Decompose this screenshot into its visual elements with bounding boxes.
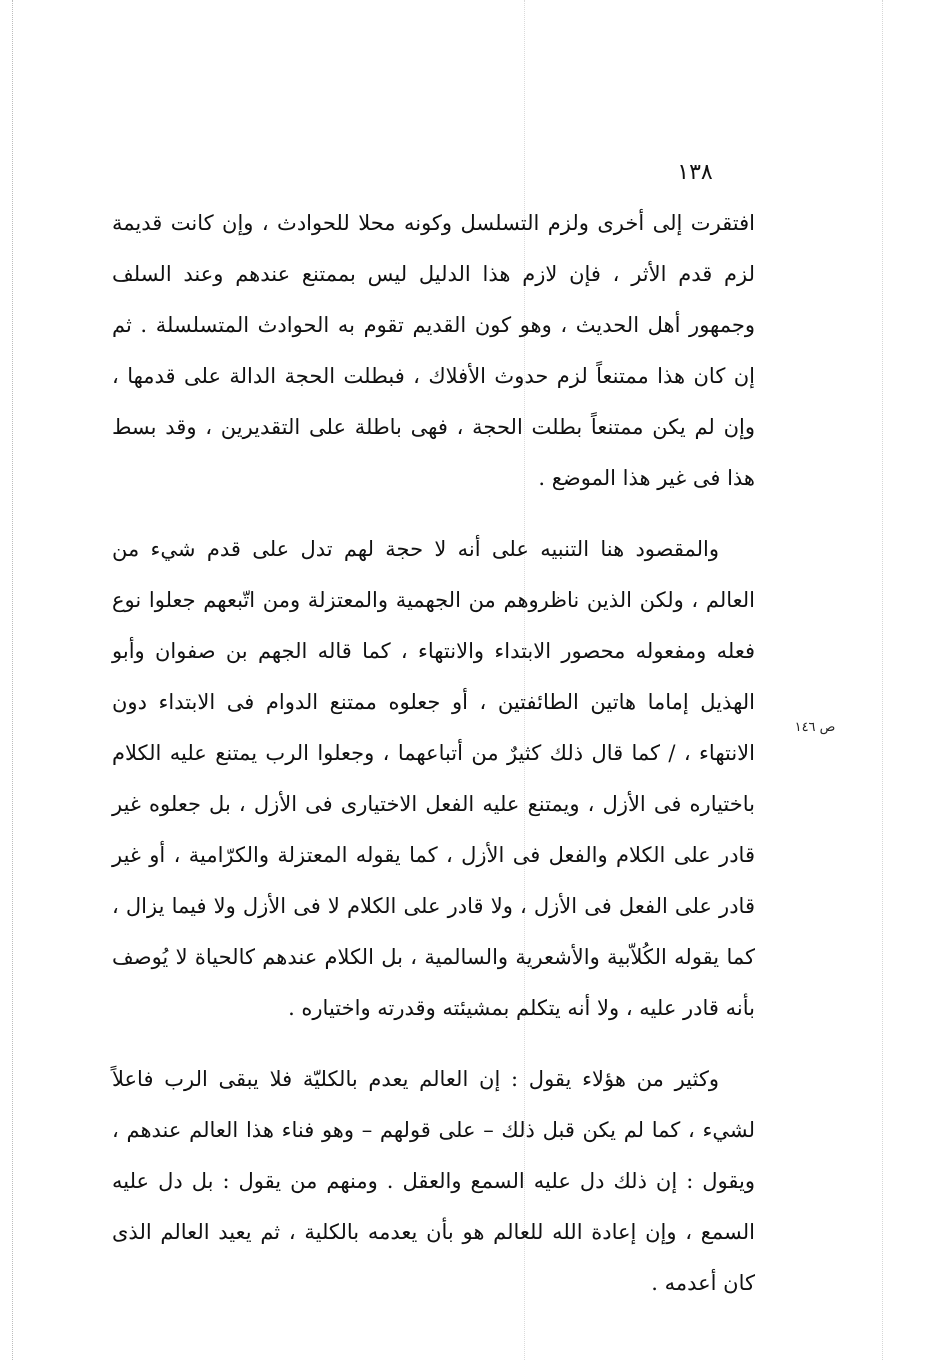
- paragraph-3: وكثير من هؤلاء يقول : إن العالم يعدم بالكليّة فلا يبقى الرب فاعلاً لشيء ، كما لم يكن قبل ذلك – على قولهم – وهو فناء هذا العالم عندهم ، ويقول : إن ذلك دل عليه السمع والعقل . ومنهم من يقول : بل دل عليه السمع ، وإن إعادة الله للعالم هو بأن يعدمه بالكلية ، ثم يعيد العالم الذى كان أعدمه .: [112, 1067, 755, 1295]
- page-number: ١٣٨: [677, 160, 713, 185]
- paragraph-2: والمقصود هنا التنبيه على أنه لا حجة لهم تدل على قدم شيء من العالم ، ولكن الذين ناظروهم من الجهمية والمعتزلة ومن اتّبعهم جعلوا نوع فعله ومفعوله محصور الابتداء والانتهاء ، كما قاله الجهم بن صفوان وأبو الهذيل إماما هاتين الطائفتين ، أو جعلوه ممتنع الدوام فى الابتداء دون الانتهاء ، / كما قال ذلك كثيرٌ من أتباعهما ، وجعلوا الرب يمتنع عليه الكلام باختياره فى الأزل ، ويمتنع عليه الفعل الاختيارى فى الأزل ، بل جعلوه غير قادر على الكلام والفعل فى الأزل ، كما يقوله المعتزلة والكرّامية ، أو غير قادر على الفعل فى الأزل ، ولا قادر على الكلام لا فى الأزل ولا فيما يزال ، كما يقوله الكُلاّبية والأشعرية والسالمية ، بل الكلام عندهم كالحياة لا يُوصف بأنه قادر عليه ، ولا أنه يتكلم بمشيئته وقدرته واختياره .: [112, 537, 756, 1020]
- body-text: [112, 198, 755, 1309]
- scan-margin-line-right: [882, 0, 883, 1360]
- margin-page-reference: ص ١٤٦: [794, 720, 836, 735]
- paragraph-1: افتقرت إلى أخرى ولزم التسلسل وكونه محلا للحوادث ، وإن كانت قديمة لزم قدم الأثر ، فإن لازم هذا الدليل ليس بممتنع عندهم وعند السلف وجمهور أهل الحديث ، وهو كون القديم تقوم به الحوادث المتسلسلة . ثم إن كان هذا ممتنعاً لزم حدوث الأفلاك ، فبطلت الحجة الدالة على قدمها ، وإن لم يكن ممتنعاً بطلت الحجة ، فهى باطلة على التقديرين ، وقد بسط هذا فى غير هذا الموضع .: [112, 211, 755, 490]
- scan-margin-line-left: [12, 0, 13, 1360]
